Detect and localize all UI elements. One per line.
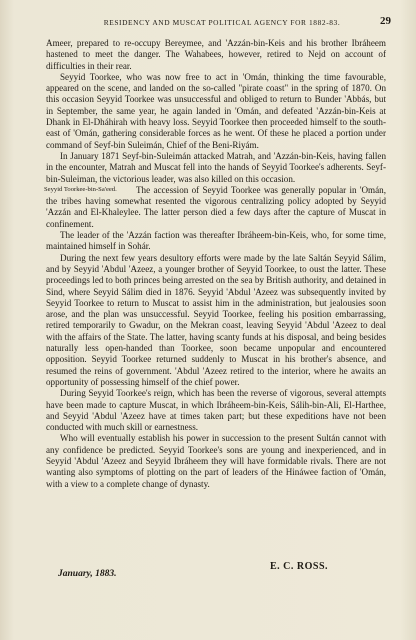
page-number: 29 — [380, 15, 391, 27]
running-header: RESIDENCY AND MUSCAT POLITICAL AGENCY FOR 1882-83. — [103, 18, 341, 27]
paragraph: In January 1871 Seyf-bin-Suleimán attacked Matrah, and 'Azzán-bin-Keis, having fallen in the encounter, Matrah and Muscat fell into the hands of Seyyid Toorkee's adherents. Seyf-bin-Suleiman, the victorious leader, was also killed on this occasion. — [46, 150, 386, 184]
document-body — [46, 38, 386, 490]
paragraph-text: The accession of Seyyid Toorkee was generally popular in 'Omán, the tribes having somewhat resented the vigorous centralizing policy adopted by Seyyid 'Azzán and El-Khaleylee. The latter person died a few days after the capture of Muscat in confinement. — [46, 184, 386, 229]
paragraph: The leader of the 'Azzán faction was thereafter Ibráheem-bin-Keis, who, for some time, maintained himself in Sohár. — [46, 230, 386, 252]
paragraph: Ameer, prepared to re-occupy Bereymee, and 'Azzán-bin-Keis and his brother Ibráheem hastened to meet the danger. The Wahabees, however, retired to Nejd on account of difficulties in their rear. — [46, 38, 386, 71]
paragraph-with-margin-note — [46, 185, 386, 230]
paragraph: Seyyid Toorkee, who was now free to act in 'Omán, thinking the time favourable, appeared on the scene, and landed on the so-called "pirate coast" in the spring of 1870. On this occasion Seyyid Toorkee was unsuccessful and obliged to return to Bunder 'Abbás, but in September, the same year, he again landed in 'Omán, and defeated 'Azzán-bin-Keis at Dhank in El-Dháhirah with heavy loss. Seyyid Toorkee then proceeded himself to the south-east of 'Omán, gathering considerable forces as he went. Of these he placed a portion under command of Seyf-bin Suleimán, Chief of the Beni-Riyám. — [46, 71, 386, 150]
footer-date: January, 1883. — [58, 569, 117, 579]
signature: E. C. ROSS. — [270, 561, 329, 572]
paragraph: During the next few years desultory efforts were made by the late Saltán Seyyid Sálim, and by Seyyid 'Abdul 'Azeez, a younger brother of Seyyid Toorkee, to oust the latter. These proceedings led to both princes being arrested on the sea by British authority, and detained in Sind, where Seyyid Sálim died in 1876. Seyyid 'Abdul 'Azeez was subsequently invited by Seyyid Toorkee to return to Muscat to assist him in the administration, but jealousies soon arose, and the plan was unsuccessful. Seyyid Toorkee, feeling his position embarrassing, retired temporarily to Gwadur, on the Mekran coast, leaving Seyyid 'Abdul 'Azeez to deal with the affairs of the State. The latter, having scanty funds at his disposal, and being besides naturally less open-handed than Toorkee, soon became unpopular and encountered opposition. Seyyid Toorkee returned suddenly to Muscat in his brother's absence, and resumed the reins of government. 'Abdul 'Azeez retired to the interior, where he awaits an opportunity of possessing himself of the chief power. — [46, 252, 386, 387]
document-footer — [58, 561, 398, 577]
paragraph: Who will eventually establish his power in succession to the present Sultán cannot with any confidence be predicted. Seyyid Toorkee's sons are young and inexperienced, and in Seyyid 'Abdul 'Azeez and Seyyid Ibráheem they will have formidable rivals. There are not wanting also symptoms of plotting on the part of leaders of the Hináwee faction of 'Omán, with a view to a complete change of dynasty. — [46, 433, 386, 489]
margin-note: Seyyid Toorkee-bin-Sa'eed. — [44, 185, 117, 193]
paragraph: During Seyyid Toorkee's reign, which has been the reverse of vigorous, several attempts have been made to capture Muscat, in which Ibráheem-bin-Keis, Sálih-bin-Ali, El-Harthee, and Seyyid 'Abdul 'Azeez have at times taken part; but these expeditions have not been conducted with much skill or earnestness. — [46, 388, 386, 433]
